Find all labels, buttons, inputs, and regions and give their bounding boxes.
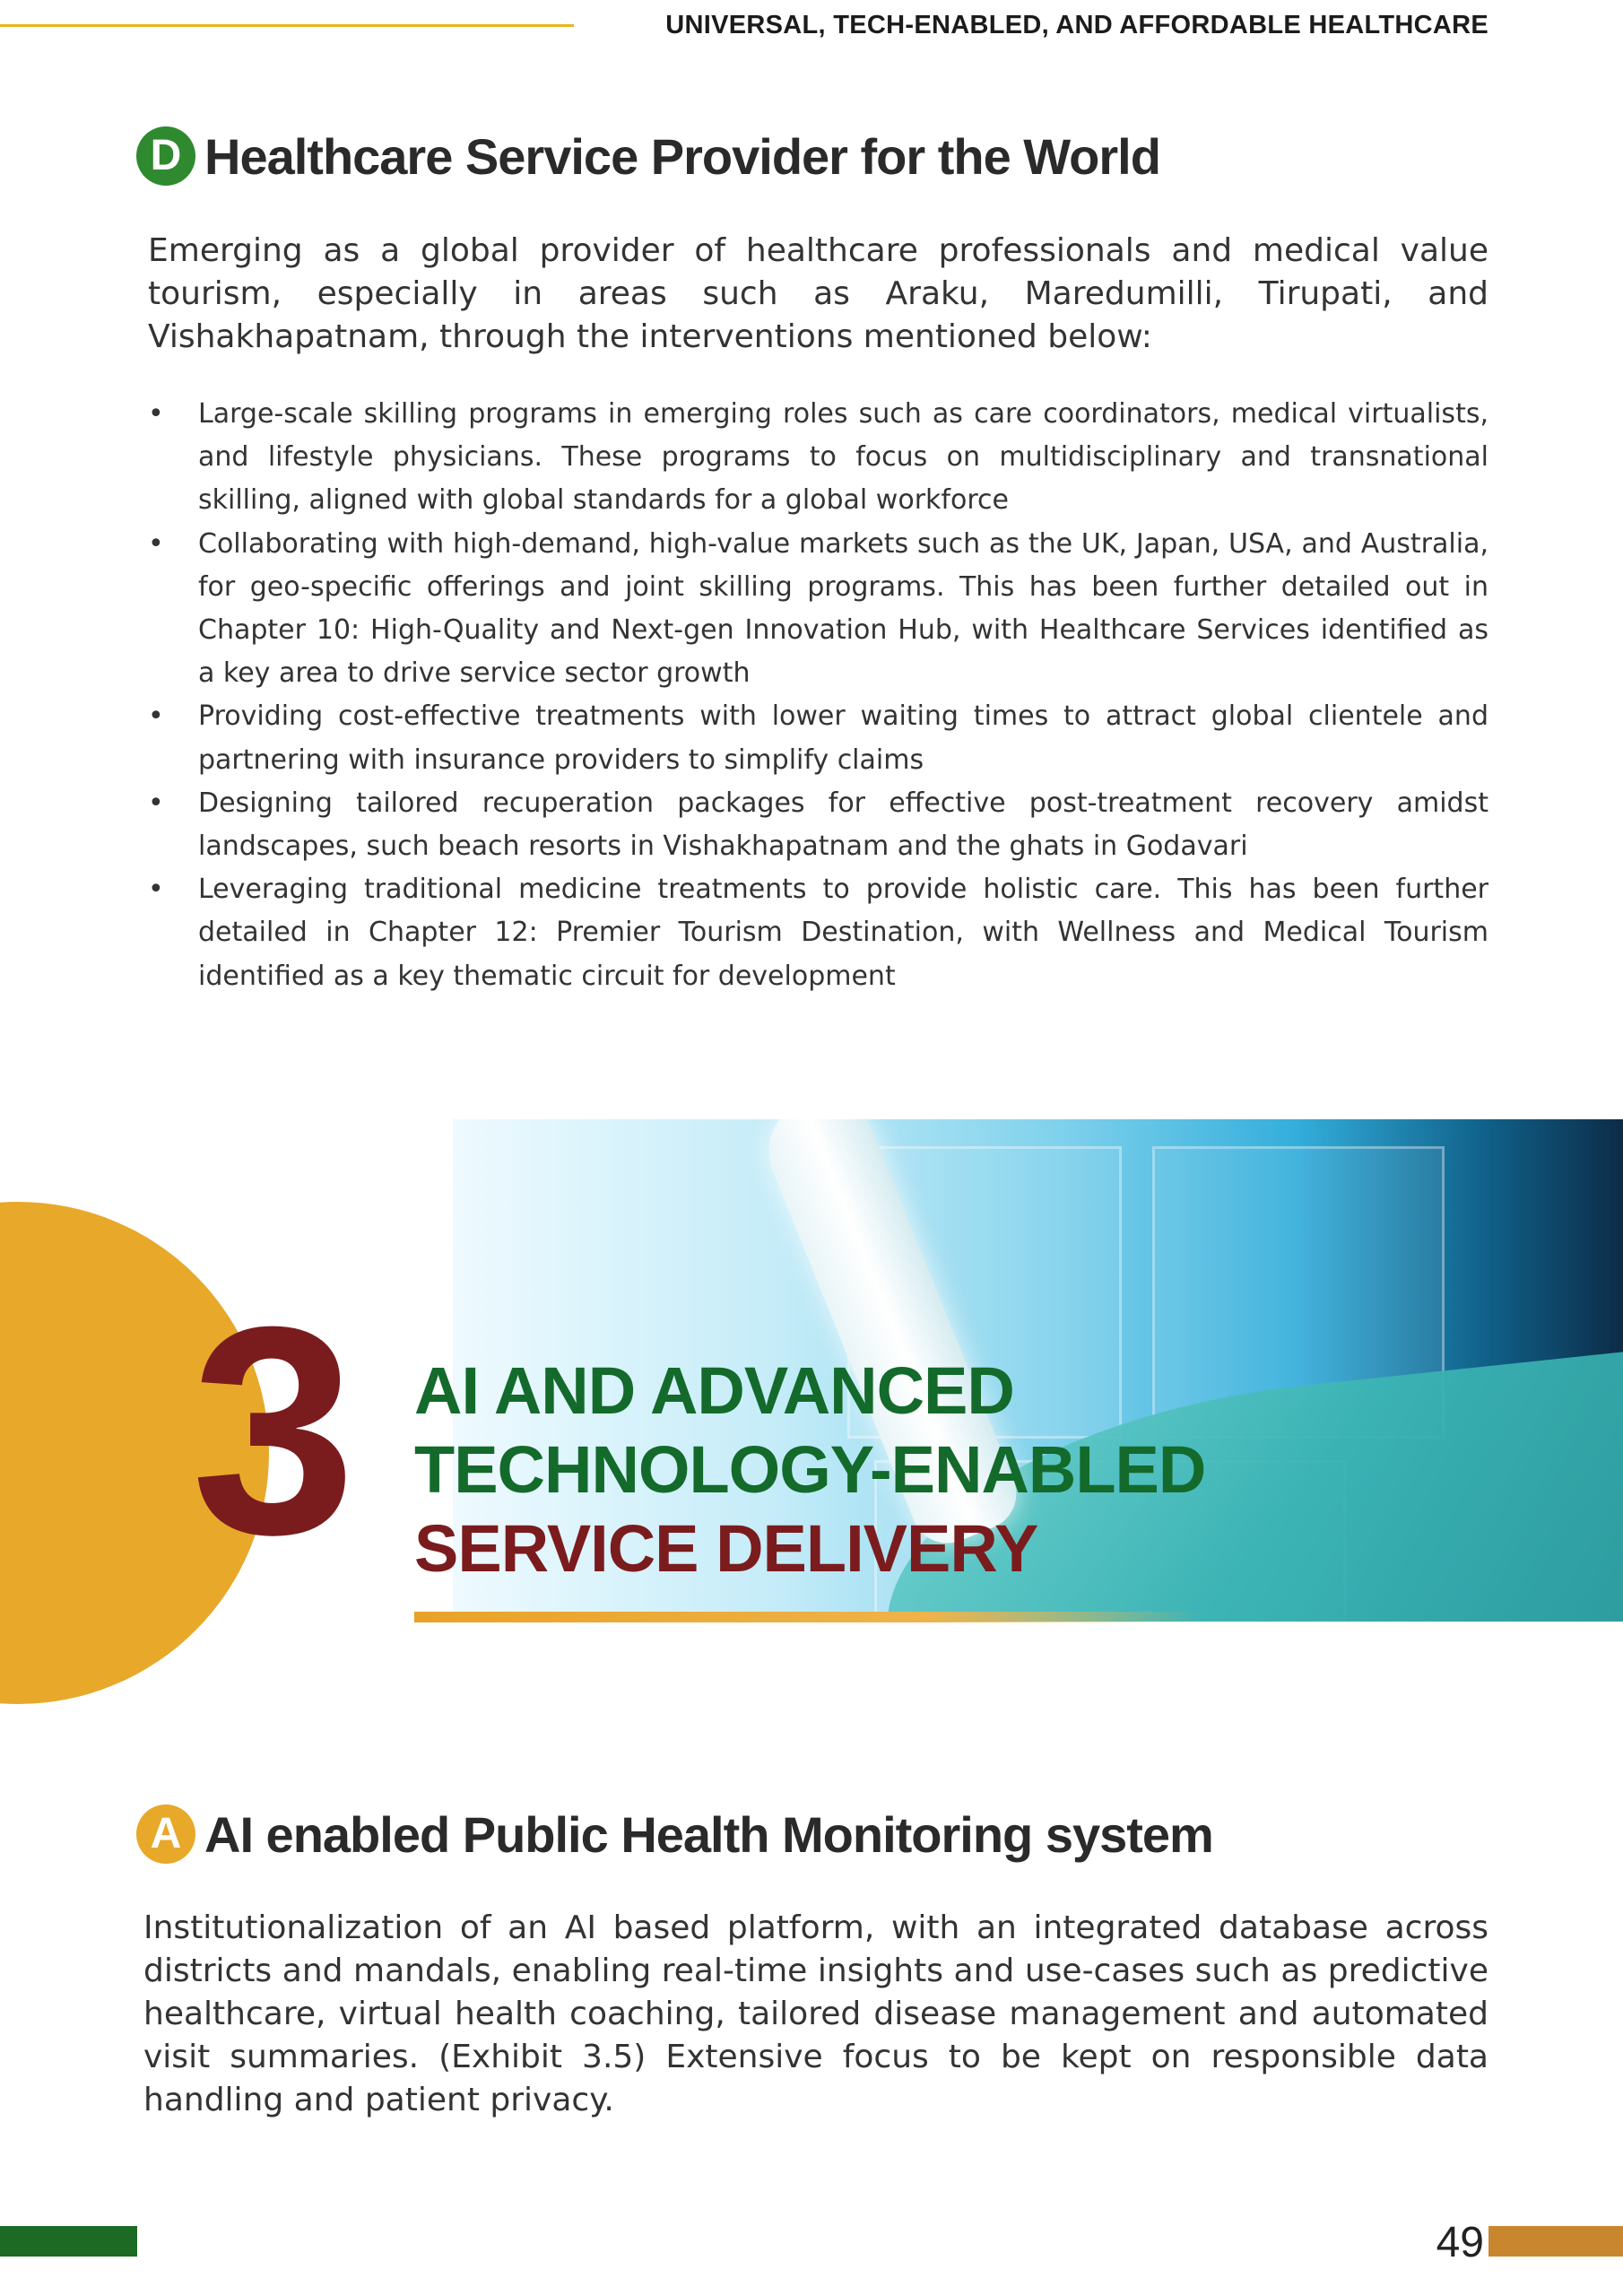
list-item xyxy=(148,523,1488,696)
section-badge-d: D xyxy=(136,126,195,186)
chapter-number: 3 xyxy=(191,1265,356,1596)
list-item xyxy=(148,393,1488,523)
running-header: UNIVERSAL, TECH-ENABLED, AND AFFORDABLE HEALTHCARE xyxy=(665,11,1488,39)
chapter-title-line-1: AI AND ADVANCED xyxy=(414,1353,1014,1428)
chapter-title-underline xyxy=(414,1612,1203,1622)
footer-bar-right xyxy=(1488,2226,1623,2257)
section-title-d: Healthcare Service Provider for the World xyxy=(204,128,1160,185)
bullet-icon: • xyxy=(148,787,164,819)
bullet-icon: • xyxy=(148,700,164,733)
bullet-text: Collaborating with high-demand, high-value markets such as the UK, Japan, USA, and Australia, for geo-specific offerings and joint skilling programs. This has been further detailed out in Chapter 10: High-Quality and Next-gen Innovation Hub, with Healthcare Services identified as a key area to drive service sector growth xyxy=(198,527,1488,690)
list-item xyxy=(148,695,1488,781)
list-item xyxy=(148,868,1488,998)
bullet-list xyxy=(148,393,1488,998)
section-title-a: AI enabled Public Health Monitoring system xyxy=(204,1806,1213,1863)
page-number: 49 xyxy=(1436,2219,1484,2266)
bullet-icon: • xyxy=(148,874,164,906)
list-item xyxy=(148,782,1488,868)
bullet-icon: • xyxy=(148,398,164,430)
chapter-title-line-2: TECHNOLOGY-ENABLED xyxy=(414,1432,1206,1507)
chapter-title-line-3: SERVICE DELIVERY xyxy=(414,1511,1038,1586)
footer-bar-left xyxy=(0,2226,137,2257)
bullet-text: Designing tailored recuperation packages for effective post-treatment recovery amidst landscapes, such beach resorts in Vishakhapatnam and the ghats in Godavari xyxy=(198,787,1488,863)
bullet-text: Providing cost-effective treatments with lower waiting times to attract global clientele and partnering with insurance providers to simplify claims xyxy=(198,700,1488,776)
header-rule xyxy=(0,24,574,27)
bullet-text: Leveraging traditional medicine treatments to provide holistic care. This has been further detailed in Chapter 12: Premier Tourism Destination, with Wellness and Medical Tourism identified as a key thematic circuit for development xyxy=(198,874,1488,992)
bullet-icon: • xyxy=(148,527,164,560)
section-intro-d: Emerging as a global provider of healthcare professionals and medical value tourism, especially in areas such as Araku, Maredumilli, Tirupati, and Vishakhapatnam, through the interventions mentioned below: xyxy=(148,232,1488,355)
section-badge-a: A xyxy=(136,1805,195,1864)
section-intro-a: Institutionalization of an AI based platform, with an integrated database across districts and mandals, enabling real-time insights and use-cases such as predictive healthcare, virtual health coaching, tailored disease management and automated visit summaries. (Exhibit 3.5) Extensive focus to be kept on responsible data handling and patient privacy. xyxy=(143,1909,1488,2118)
bullet-text: Large-scale skilling programs in emerging roles such as care coordinators, medical virtualists, and lifestyle physicians. These programs to focus on multidisciplinary and transnational skilling, aligned with global standards for a global workforce xyxy=(198,398,1488,517)
